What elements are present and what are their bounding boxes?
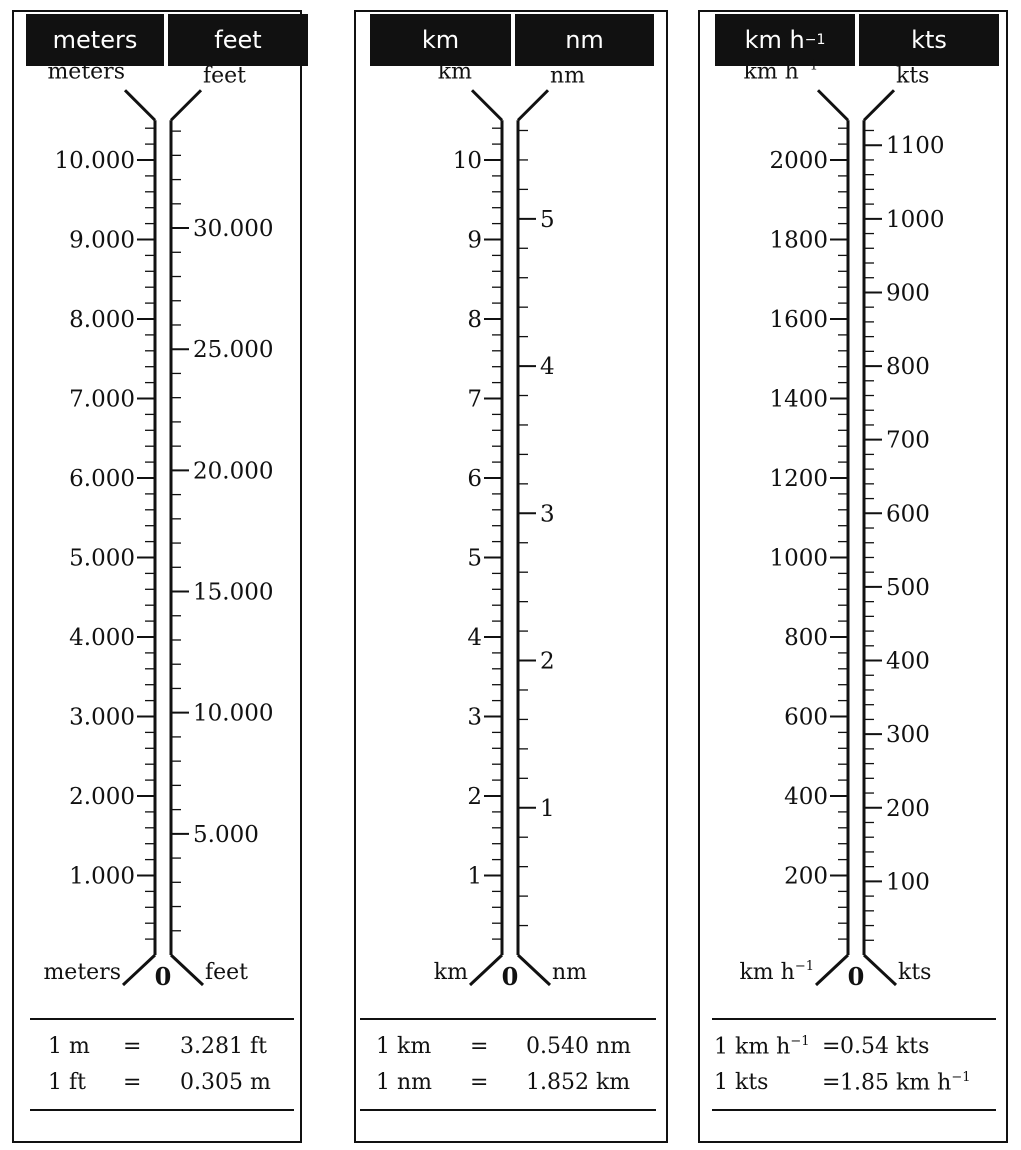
footer-lhs: 1 km — [376, 1034, 432, 1059]
footer-eq: = — [123, 1070, 142, 1095]
bottom-right-unit: feet — [205, 960, 249, 985]
left-tick-label: 2.000 — [69, 784, 135, 810]
bottom-right-fork — [864, 955, 896, 985]
zero-label: 0 — [847, 962, 865, 991]
footer-eq: = — [123, 1034, 142, 1059]
right-tick-label: 4 — [540, 354, 555, 381]
footer-eq: = — [822, 1034, 841, 1059]
left-tick-label: 1 — [467, 863, 482, 890]
bottom-left-fork — [816, 955, 848, 985]
right-tick-label: 900 — [886, 280, 930, 307]
left-tick-label: 1600 — [769, 307, 828, 333]
right-tick-label: 700 — [886, 427, 930, 454]
footer-lhs: 1 m — [48, 1034, 90, 1059]
footer-rhs: 0.54 kts — [840, 1034, 930, 1059]
right-tick-label: 10.000 — [193, 700, 274, 727]
footer-rhs: 0.305 m — [180, 1070, 271, 1095]
top-right-unit: nm — [550, 63, 586, 89]
footer-rhs: 0.540 nm — [526, 1034, 632, 1059]
top-right-unit: feet — [203, 63, 247, 89]
footer-rhs-exponent: −1 — [951, 1070, 971, 1085]
left-tick-label: 1.000 — [69, 863, 135, 890]
right-tick-label: 5 — [540, 206, 555, 233]
header-km-label: km — [421, 26, 460, 54]
header-nm-label: nm — [565, 26, 604, 54]
footer-rhs-text: 1.85 km h — [840, 1070, 952, 1096]
right-tick-label: 200 — [886, 795, 930, 822]
left-tick-label: 7 — [467, 386, 482, 413]
left-tick-label: 7.000 — [69, 386, 135, 413]
footer-lhs — [714, 1034, 810, 1059]
left-tick-label: 3.000 — [69, 704, 135, 731]
left-tick-label: 8 — [467, 307, 482, 333]
zero-label: 0 — [154, 962, 172, 991]
left-tick-label: 8.000 — [69, 307, 135, 333]
footer-eq: = — [470, 1034, 489, 1059]
right-tick-label: 25.000 — [193, 337, 274, 364]
left-tick-label: 1800 — [769, 227, 828, 254]
right-tick-label: 300 — [886, 722, 930, 749]
footer-lhs: 1 ft — [48, 1070, 86, 1095]
left-tick-label: 400 — [784, 784, 828, 810]
header-kmh-label: km h — [744, 26, 805, 54]
footer-eq: = — [470, 1070, 489, 1095]
top-left-unit: meters — [47, 59, 125, 85]
left-tick-label: 800 — [784, 625, 828, 651]
right-tick-label: 600 — [886, 501, 930, 528]
left-tick-label: 3 — [467, 704, 482, 731]
top-left-fork — [818, 90, 848, 120]
footer-lhs-exponent: −1 — [790, 1034, 810, 1049]
right-tick-label: 1100 — [886, 133, 945, 160]
top-right-unit: kts — [896, 63, 930, 89]
left-tick-label: 10 — [452, 148, 482, 174]
footer-rhs: 3.281 ft — [180, 1034, 267, 1059]
bottom-left-unit: meters — [43, 960, 121, 985]
left-tick-label: 200 — [784, 863, 828, 890]
header-kts-label: kts — [911, 26, 947, 54]
left-tick-label: 1400 — [769, 386, 828, 413]
top-left-unit: km — [437, 59, 472, 85]
footer-eq: = — [822, 1070, 841, 1095]
footer-lhs: 1 kts — [714, 1070, 769, 1095]
top-right-fork — [864, 90, 894, 120]
bottom-right-unit: kts — [898, 960, 932, 985]
right-tick-label: 500 — [886, 574, 930, 601]
right-tick-label: 2 — [540, 648, 555, 675]
header-kmh-exponent: −1 — [804, 32, 826, 48]
right-tick-label: 5.000 — [193, 821, 259, 848]
top-left-unit: km $h^{-1}$ — [743, 58, 818, 85]
right-tick-label: 30.000 — [193, 216, 274, 243]
left-tick-label: 5 — [467, 545, 482, 572]
footer-lhs-text: 1 km h — [714, 1034, 791, 1060]
left-tick-label: 10.000 — [54, 148, 135, 174]
bottom-right-unit: nm — [552, 960, 588, 985]
bottom-left-unit: km $h^{-1}$ — [739, 959, 814, 985]
left-tick-label: 9 — [467, 227, 482, 254]
right-tick-label: 20.000 — [193, 458, 274, 485]
header-meters-label: meters — [52, 26, 138, 54]
left-tick-label: 5.000 — [69, 545, 135, 572]
footer-rhs: 1.852 km — [526, 1070, 631, 1095]
bottom-left-unit: km — [433, 960, 468, 985]
zero-label: 0 — [501, 962, 519, 991]
right-tick-label: 400 — [886, 648, 930, 675]
right-tick-label: 800 — [886, 354, 930, 381]
left-tick-label: 6 — [467, 466, 482, 492]
left-tick-label: 2000 — [769, 148, 828, 174]
right-tick-label: 1000 — [886, 206, 945, 233]
left-tick-label: 9.000 — [69, 227, 135, 254]
right-tick-label: 3 — [540, 501, 555, 528]
header-feet-label: feet — [214, 26, 262, 54]
footer-lhs: 1 nm — [376, 1070, 433, 1095]
left-tick-label: 2 — [467, 784, 482, 810]
right-tick-label: 15.000 — [193, 579, 274, 606]
footer-rhs — [840, 1070, 971, 1095]
left-tick-label: 4.000 — [69, 625, 135, 651]
left-tick-label: 1000 — [769, 545, 828, 572]
left-tick-label: 4 — [467, 625, 482, 651]
left-tick-label: 1200 — [769, 466, 828, 492]
left-tick-label: 6.000 — [69, 466, 135, 492]
right-tick-label: 1 — [540, 795, 555, 822]
left-tick-label: 600 — [784, 704, 828, 731]
right-tick-label: 100 — [886, 869, 930, 896]
